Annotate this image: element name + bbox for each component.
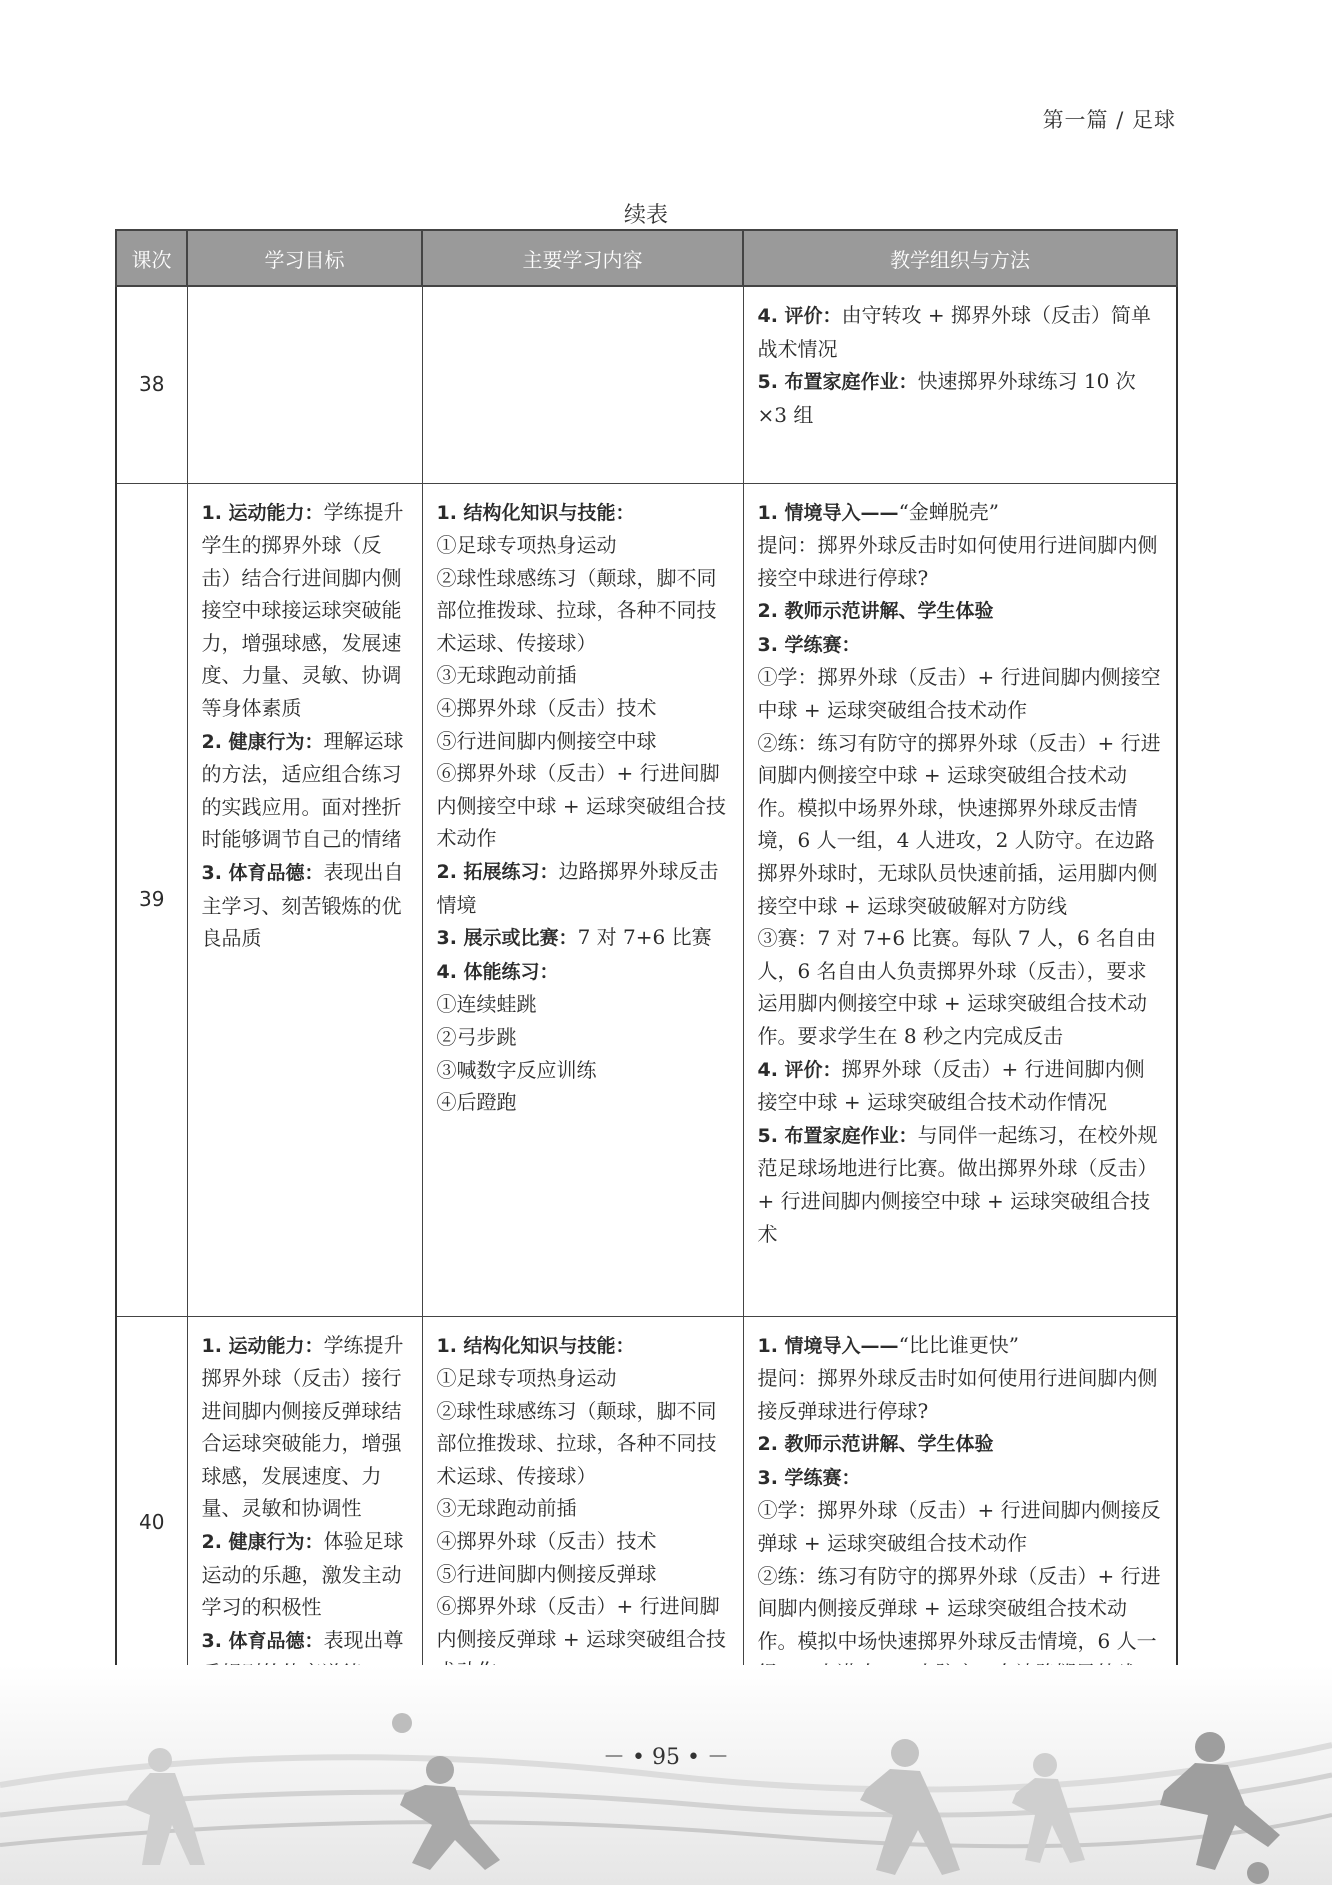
line-text: 提问：掷界外球反击时如何使用行进间脚内侧接空中球进行停球? xyxy=(757,533,1158,590)
line-text: 提问：掷界外球反击时如何使用行进间脚内侧接反弹球进行停球? xyxy=(757,1366,1158,1423)
line-heading: 4. 评价： xyxy=(757,1058,842,1081)
line-heading: 4. 评价： xyxy=(757,305,842,327)
cell-line xyxy=(758,1427,1165,1461)
lesson-number-cell: 39 xyxy=(116,483,187,1316)
cell-line xyxy=(758,1053,1165,1119)
line-text: ⑥掷界外球（反击）+ 行进间脚内侧接反弹球 + 运球突破组合技 xyxy=(436,1594,726,1651)
line-text: 快速掷界外球练习 10 次 ×3 组 xyxy=(757,369,1136,427)
cell-line xyxy=(758,661,1165,726)
ball-1 xyxy=(392,1713,412,1733)
line-text: 学练提升学生的掷界外球（反击）结合行进间脚内侧接空中球接运球突破能力，增强球感，发展速度、力量、灵敏、协调等身体素质 xyxy=(201,499,404,721)
line-text: 体验足球运动的乐趣，激发主动学习的积极性 xyxy=(201,1529,404,1620)
cell-line xyxy=(758,365,1165,431)
lesson-plan-table xyxy=(115,229,1178,1731)
line-heading: 3. 展示或比赛： xyxy=(436,927,578,950)
line-text: 边路掷界外球反击情境 xyxy=(436,859,719,917)
cell-line xyxy=(437,1021,731,1054)
cell-line xyxy=(758,1461,1165,1495)
footer-soccer-players-decoration xyxy=(0,1665,1332,1885)
lesson-number-cell: 38 xyxy=(116,286,187,483)
methods-cell xyxy=(743,286,1177,483)
cell-line xyxy=(758,1362,1165,1427)
line-text: “金蝉脱壳” xyxy=(898,499,1000,524)
cell-line xyxy=(758,299,1165,365)
cell-line xyxy=(437,1395,731,1493)
col-header-lesson: 课次 xyxy=(116,230,187,286)
line-text: ③无球跑动前插 xyxy=(436,1496,577,1521)
line-text: 表现出自主学习、刻苦锻炼的优良品质 xyxy=(201,860,404,951)
line-text: ②弓步跳 xyxy=(436,1025,517,1049)
line-text: ④后蹬跑 xyxy=(436,1090,517,1115)
line-text: ①学：掷界外球（反击）+ 行进间脚内侧接空中球 + 运球突破组合技术动作 xyxy=(757,665,1161,723)
line-heading: 1. 结构化知识与技能： xyxy=(436,1334,635,1357)
cell-line xyxy=(437,1329,731,1363)
cell-line xyxy=(437,921,731,955)
cell-line xyxy=(437,659,731,692)
line-text: “比比谁更快” xyxy=(898,1332,1020,1357)
line-heading: 2. 教师示范讲解、学生体验 xyxy=(757,600,994,623)
line-heading: 5. 布置家庭作业： xyxy=(757,1124,918,1147)
col-header-objectives: 学习目标 xyxy=(187,230,422,286)
line-heading: 1. 情境导入—— xyxy=(757,1334,899,1357)
line-text: ⑤行进间脚内侧接反弹球 xyxy=(436,1561,657,1586)
line-text: ②球性球感练习（颠球，脚不同部位推拨球、拉球，各种不同技术运球、传接球） xyxy=(436,1398,717,1488)
cell-line xyxy=(437,1362,731,1395)
line-text: ③赛：7 对 7+6 比赛。每队 7 人，6 名自由人，6 名自由人负责掷界外球（反击），要求运用脚内侧接空中球 + 运球突破组合技术动作。要求学生在 8 秒之内完成反击 xyxy=(757,926,1157,1048)
line-text: ⑤行进间脚内侧接空中球 xyxy=(436,728,657,753)
methods-cell xyxy=(743,483,1177,1316)
table-header-row xyxy=(116,230,1177,286)
line-text: ①足球专项热身运动 xyxy=(436,533,617,558)
cell-line xyxy=(202,725,410,856)
cell-line xyxy=(437,1054,731,1087)
objectives-cell xyxy=(187,286,422,483)
cell-line xyxy=(437,562,731,660)
line-heading: 3. 学练赛： xyxy=(757,633,861,656)
cell-line xyxy=(437,1525,731,1558)
line-text: ②练：练习有防守的掷界外球（反击）+ 行进间脚内侧接空中球 + 运球突破组合技术动作。模拟中场界外球，快速掷界外球反击情境，6 人一组，4 人进攻，2 人防守。在边路掷界外球时，无球队员快速前插，运用脚内侧接空中球 + 运球突破破解对方防线 xyxy=(757,730,1161,918)
cell-line xyxy=(437,955,731,989)
line-text: ②球性球感练习（颠球，脚不同部位推拨球、拉球，各种不同技术运球、传接球） xyxy=(436,565,717,655)
cell-line xyxy=(437,1558,731,1591)
line-text: ④掷界外球（反击）技术 xyxy=(436,1529,657,1554)
cell-line xyxy=(758,1329,1165,1363)
cell-line xyxy=(437,692,731,725)
cell-line xyxy=(202,1329,410,1526)
cell-line xyxy=(758,529,1165,594)
line-text: ③无球跑动前插 xyxy=(436,663,577,688)
line-text: ②练：练习有防守的掷界外球（反击）+ 行进间脚内侧接反弹球 + 运球突破组合技术动作。模拟中场快速掷界外球反击情境，6 人一 xyxy=(757,1563,1161,1653)
line-text: 与同伴一起练习，在校外规范足球场地进行比赛。做出掷界外球（反击）+ 行进间脚内侧接空中球 + 运球突破组合技术 xyxy=(757,1122,1158,1246)
lesson-number-cell: 40 xyxy=(116,1316,187,1730)
line-heading: 1. 结构化知识与技能： xyxy=(436,501,635,524)
line-text: 学练提升掷界外球（反击）接行进间脚内侧接反弹球结合运球突破能力，增强球感，发展速度、力量、灵敏和协调性 xyxy=(201,1332,404,1521)
line-heading: 2. 健康行为： xyxy=(201,1531,324,1554)
cell-line xyxy=(758,1494,1165,1559)
cell-line xyxy=(202,1525,410,1624)
line-heading: 2. 拓展练习： xyxy=(436,861,559,884)
cell-line xyxy=(437,1492,731,1525)
content-cell xyxy=(422,286,743,483)
line-text: 7 对 7+6 比赛 xyxy=(577,925,712,950)
cell-line xyxy=(437,757,731,855)
line-heading: 1. 运动能力： xyxy=(201,1334,324,1357)
table-caption: 续表 xyxy=(623,203,668,228)
line-text: ①学：掷界外球（反击）+ 行进间脚内侧接反弹球 + 运球突破组合技术动作 xyxy=(757,1498,1161,1556)
line-heading: 3. 体育品德： xyxy=(201,1629,324,1652)
line-text: 理解运球的方法，适应组合练习的实践应用。面对挫折时能够调节自己的情绪 xyxy=(201,728,404,852)
line-text: 掷界外球（反击）+ 行进间脚内侧接空中球 + 运球突破组合技术动作情况 xyxy=(757,1056,1145,1115)
col-header-methods: 教学组织与方法 xyxy=(743,230,1177,286)
line-heading: 5. 布置家庭作业： xyxy=(757,371,918,394)
cell-line xyxy=(758,1119,1165,1250)
line-text: ⑥掷界外球（反击）+ 行进间脚内侧接空中球 + 运球突破组合技术动作 xyxy=(436,761,726,851)
cell-line xyxy=(758,727,1165,923)
table-row xyxy=(116,483,1177,1316)
line-heading: 4. 体能练习： xyxy=(436,960,559,983)
line-text: ④掷界外球（反击）技术 xyxy=(436,696,657,721)
line-heading: 3. 体育品德： xyxy=(201,862,324,885)
line-heading: 1. 运动能力： xyxy=(201,501,324,524)
line-text: 由守转攻 + 掷界外球（反击）简单战术情况 xyxy=(757,303,1152,361)
cell-line xyxy=(437,988,731,1021)
cell-line xyxy=(202,856,410,955)
cell-line xyxy=(758,496,1165,530)
table-row xyxy=(116,286,1177,483)
line-text: ③喊数字反应训练 xyxy=(436,1057,597,1082)
content-cell xyxy=(422,483,743,1316)
cell-line xyxy=(758,922,1165,1052)
line-heading: 1. 情境导入—— xyxy=(757,501,899,524)
cell-line xyxy=(437,529,731,562)
cell-line xyxy=(437,1086,731,1119)
cell-line xyxy=(437,725,731,758)
running-header: 第一篇 / 足球 xyxy=(1042,108,1176,132)
ball-2 xyxy=(1247,1862,1269,1884)
col-header-content: 主要学习内容 xyxy=(422,230,743,286)
line-text: ①连续蛙跳 xyxy=(436,992,537,1017)
cell-line xyxy=(202,496,410,725)
cell-line xyxy=(758,594,1165,628)
cell-line xyxy=(437,496,731,530)
cell-line xyxy=(758,628,1165,662)
cell-line xyxy=(437,855,731,921)
line-heading: 2. 健康行为： xyxy=(201,730,324,753)
line-text: 表现出尊 xyxy=(323,1627,404,1652)
objectives-cell xyxy=(187,483,422,1316)
line-text: ①足球专项热身运动 xyxy=(436,1366,617,1391)
page-number: － • 95 • － xyxy=(603,1745,729,1770)
line-heading: 3. 学练赛： xyxy=(757,1466,861,1489)
line-heading: 2. 教师示范讲解、学生体验 xyxy=(757,1433,994,1456)
